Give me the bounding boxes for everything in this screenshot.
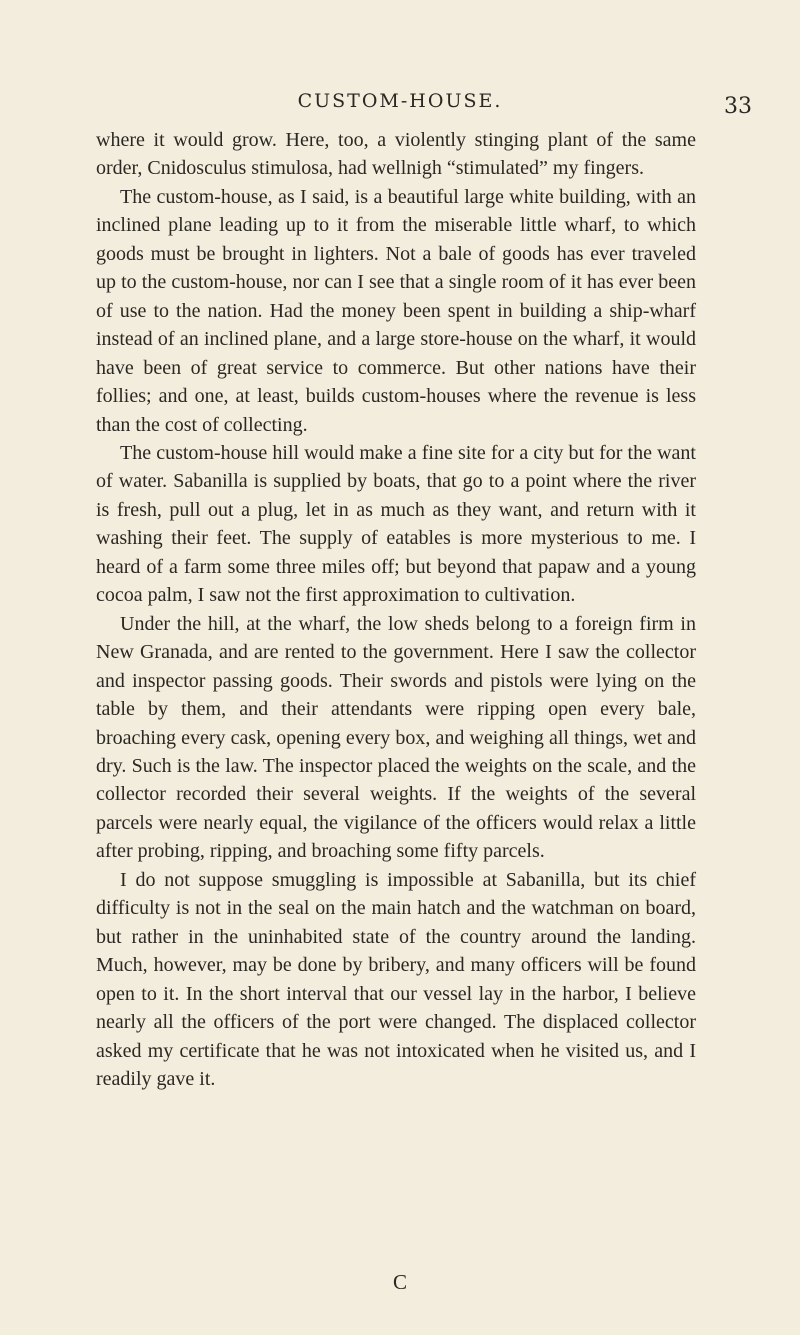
running-title: CUSTOM-HOUSE.: [297, 90, 503, 112]
paragraph-custom-house: The custom-house, as I said, is a beautiful large white building, with an inclined plane leading up to it from the miserable little wharf, to which goods must be brought in lighters. Not a bale of goods has ever traveled up to the custom-house, nor can I see that a single room of it has ever been of use to the nation. Had the money been spent in building a ship-wharf instead of an inclined plane, and a large store-house on the wharf, it would have been of great service to commerce. But other nations have their follies; and one, at least, builds custom-houses where the revenue is less than the cost of collecting.: [96, 185, 696, 436]
paragraph-smuggling: I do not suppose smuggling is impossible at Sabanilla, but its chief difficulty is not in the seal on the main hatch and the watchman on board, but rather in the uninhabited state of the country around the landing. Much, however, may be done by bribery, and many officers will be found open to it. In the short interval that our vessel lay in the harbor, I believe nearly all the officers of the port were changed. The displaced collector asked my certificate that he was not intoxicated when he visited us, and I readily gave it.: [96, 868, 696, 1090]
paragraph-water-supply: The custom-house hill would make a fine site for a city but for the want of water. Sabanilla is supplied by boats, that go to a point where the river is fresh, pull out a plug, let in as much as they want, and return with it washing their feet. The supply of eatables is more mysterious to me. I heard of a farm some three miles off; but beyond that papaw and a young cocoa palm, I saw not the first approximation to cultivation.: [96, 441, 696, 607]
running-head: [0, 88, 800, 120]
body-text: [96, 126, 696, 1093]
paragraph-continuation: where it would grow. Here, too, a violently stinging plant of the same order, Cnidosculus stimulosa, had wellnigh “stimulated” my fingers.: [96, 129, 696, 180]
page-number: 33: [724, 94, 752, 119]
signature-mark: C: [392, 1270, 407, 1294]
paragraph-wharf-sheds: Under the hill, at the wharf, the low sheds belong to a foreign firm in New Granada, and are rented to the government. Here I saw the collector and inspector passing goods. Their swords and pistols were lying on the table by them, and their attendants were ripping open every bale, broaching every cask, opening every box, and weighing all things, wet and dry. Such is the law. The inspector placed the weights on the scale, and the collector recorded their several weights. If the weights of the several parcels were nearly equal, the vigilance of the officers would relax a little after probing, ripping, and broaching some fifty parcels.: [96, 612, 696, 863]
